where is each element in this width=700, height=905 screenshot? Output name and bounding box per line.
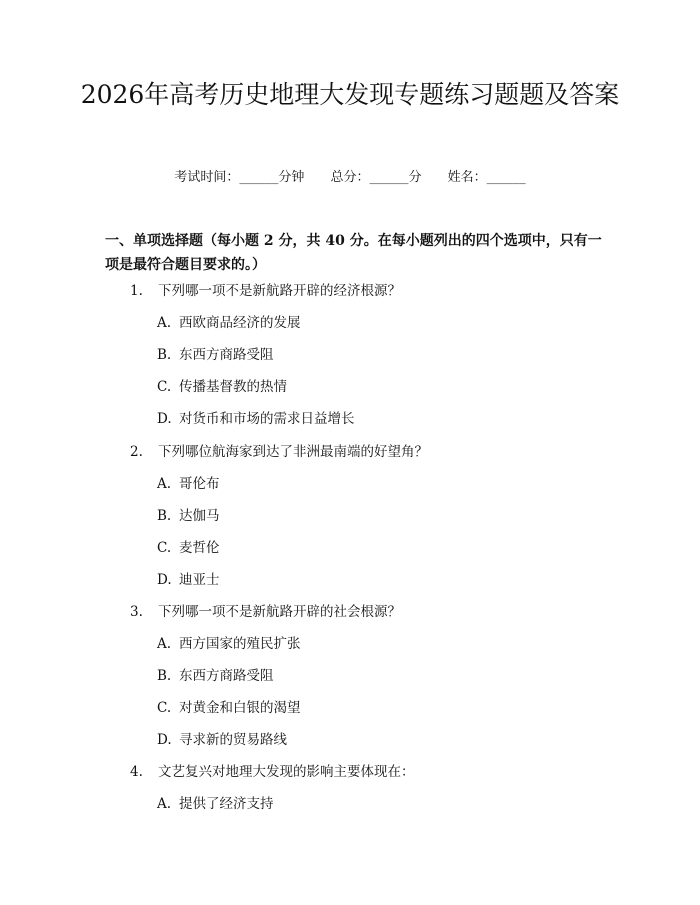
- student-name-field: 姓名：______: [447, 170, 526, 185]
- option-text: 寻求新的贸易路线: [179, 732, 287, 748]
- option-letter: B.: [157, 347, 172, 363]
- option-letter: D.: [157, 572, 172, 588]
- option-letter: C.: [157, 700, 172, 716]
- question-1-option-c: [157, 378, 287, 396]
- question-number: 4.: [130, 764, 143, 780]
- option-text: 对黄金和白银的渴望: [179, 700, 301, 716]
- question-2-option-d: [157, 571, 220, 589]
- option-letter: D.: [157, 732, 172, 748]
- question-2-option-b: [157, 507, 220, 525]
- exam-time-field: 考试时间：______分钟: [174, 170, 305, 185]
- option-text: 西欧商品经济的发展: [179, 315, 301, 331]
- option-text: 对货币和市场的需求日益增长: [179, 411, 355, 427]
- option-letter: C.: [157, 379, 172, 395]
- question-text: 文艺复兴对地理大发现的影响主要体现在：: [158, 764, 415, 780]
- question-3: [130, 603, 401, 621]
- question-3-option-d: [157, 731, 287, 749]
- option-text: 东西方商路受阻: [179, 347, 274, 363]
- option-text: 达伽马: [179, 508, 220, 524]
- question-text: 下列哪一项不是新航路开辟的经济根源？: [158, 283, 401, 299]
- question-2: [130, 443, 428, 461]
- option-text: 迪亚士: [179, 572, 220, 588]
- option-text: 麦哲伦: [179, 540, 220, 556]
- question-2-option-a: [157, 475, 220, 493]
- question-3-option-a: [157, 635, 301, 653]
- total-score-field: 总分：______分: [330, 170, 422, 185]
- option-letter: C.: [157, 540, 172, 556]
- question-1: [130, 282, 401, 300]
- exam-info-line: [0, 170, 700, 186]
- option-letter: B.: [157, 508, 172, 524]
- question-4: [130, 763, 415, 781]
- option-text: 西方国家的殖民扩张: [179, 636, 301, 652]
- question-2-option-c: [157, 539, 220, 557]
- document-title: 2026年高考历史地理大发现专题练习题题及答案: [80, 80, 620, 109]
- option-letter: A.: [157, 476, 172, 492]
- question-1-option-d: [157, 410, 355, 428]
- question-3-option-c: [157, 699, 301, 717]
- option-letter: B.: [157, 668, 172, 684]
- question-3-option-b: [157, 667, 274, 685]
- section-heading: 一、单项选择题（每小题 2 分，共 40 分。在每小题列出的四个选项中，只有一项是最符合题目要求的。）: [105, 233, 602, 273]
- question-number: 1.: [130, 283, 143, 299]
- question-1-option-a: [157, 314, 301, 332]
- option-text: 传播基督教的热情: [179, 379, 287, 395]
- option-letter: A.: [157, 636, 172, 652]
- question-1-option-b: [157, 346, 274, 364]
- question-text: 下列哪位航海家到达了非洲最南端的好望角？: [158, 444, 428, 460]
- option-text: 哥伦布: [179, 476, 220, 492]
- question-number: 3.: [130, 604, 143, 620]
- option-letter: D.: [157, 411, 172, 427]
- question-number: 2.: [130, 444, 143, 460]
- option-text: 提供了经济支持: [179, 796, 274, 812]
- option-letter: A.: [157, 315, 172, 331]
- option-text: 东西方商路受阻: [179, 668, 274, 684]
- option-letter: A.: [157, 796, 172, 812]
- question-4-option-a: [157, 795, 274, 813]
- question-text: 下列哪一项不是新航路开辟的社会根源？: [158, 604, 401, 620]
